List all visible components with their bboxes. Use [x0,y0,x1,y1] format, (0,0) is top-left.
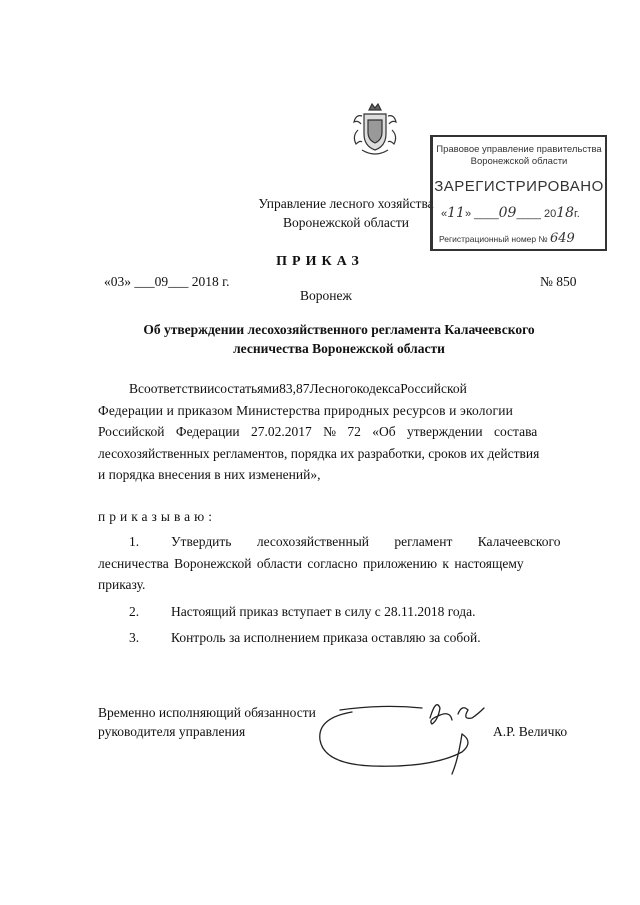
preamble-line: и порядка внесения в них изменений», [98,467,321,482]
stamp-org-line-2: Воронежской области [470,156,568,167]
order-title [104,320,574,358]
stamp-year-suffix: г. [574,208,580,220]
position-line-1: Временно исполняющий обязанности [98,705,316,720]
registration-stamp [430,135,607,251]
preamble-line: лесохозяйственных регламентов, порядка их разработки, сроков их действия [98,445,540,461]
item-line: Настоящий приказ вступает в силу с 28.11.2018 года. [171,603,476,619]
coat-of-arms-icon [348,100,402,160]
item-line: Утвердить лесохозяйственный регламент Калачеевского [171,534,561,549]
order-item [98,601,576,623]
handwritten-signature [312,690,512,780]
item-line: приказу. [98,577,146,592]
position-line-2: руководителя управления [98,724,246,739]
order-heading: ПРИКАЗ [276,254,364,269]
order-date: «03» ___09___ 2018 г. [104,274,230,289]
department-line-1: Управление лесного хозяйства [258,196,434,211]
order-item [98,627,576,649]
order-items [98,531,576,649]
stamp-org-line-1: Правовое управление правительства [436,144,602,155]
order-title-line-1: Об утверждении лесохозяйственного регламента Калачеевского [143,322,535,337]
order-number: № 850 [540,274,577,289]
item-line: лесничества Воронежской области согласно приложению к настоящему [98,555,524,571]
preamble-line: Федерации и приказом Министерства природных ресурсов и экологии [98,402,513,418]
stamp-date: «11» ____09____ 2018г. [441,205,580,221]
item-number: 2. [129,603,140,619]
preamble-line: Всоответствиисостатьями83,87ЛесногокодексаРоссийской [129,381,467,396]
signatory-name: А.Р. Величко [493,724,568,739]
stamp-registered: ЗАРЕГИСТРИРОВАНО [434,178,604,195]
stamp-reg-number-label: Регистрационный номер № [439,234,548,244]
stamp-org [433,144,605,168]
item-number: 1. [129,534,140,549]
stamp-reg-number [433,231,605,246]
order-item [98,531,576,596]
signatory-position [98,703,316,741]
department-name [246,194,446,232]
preamble [98,378,576,486]
stamp-reg-number-value: 649 [550,231,575,246]
stamp-year-hand: 18 [556,205,575,221]
stamp-month: 09 [498,205,517,221]
stamp-day: 11 [447,205,465,221]
order-title-line-2: лесничества Воронежской области [233,341,445,356]
preamble-line: Российской Федерации 27.02.2017 № 72 «Об утверждении состава [98,424,538,439]
item-line: Контроль за исполнением приказа оставляю за собой. [171,630,481,645]
stamp-year-prefix: 20 [543,208,557,220]
item-number: 3. [129,630,140,645]
order-word: приказываю: [98,509,216,524]
department-line-2: Воронежской области [283,215,409,230]
order-city: Воронеж [300,288,352,303]
